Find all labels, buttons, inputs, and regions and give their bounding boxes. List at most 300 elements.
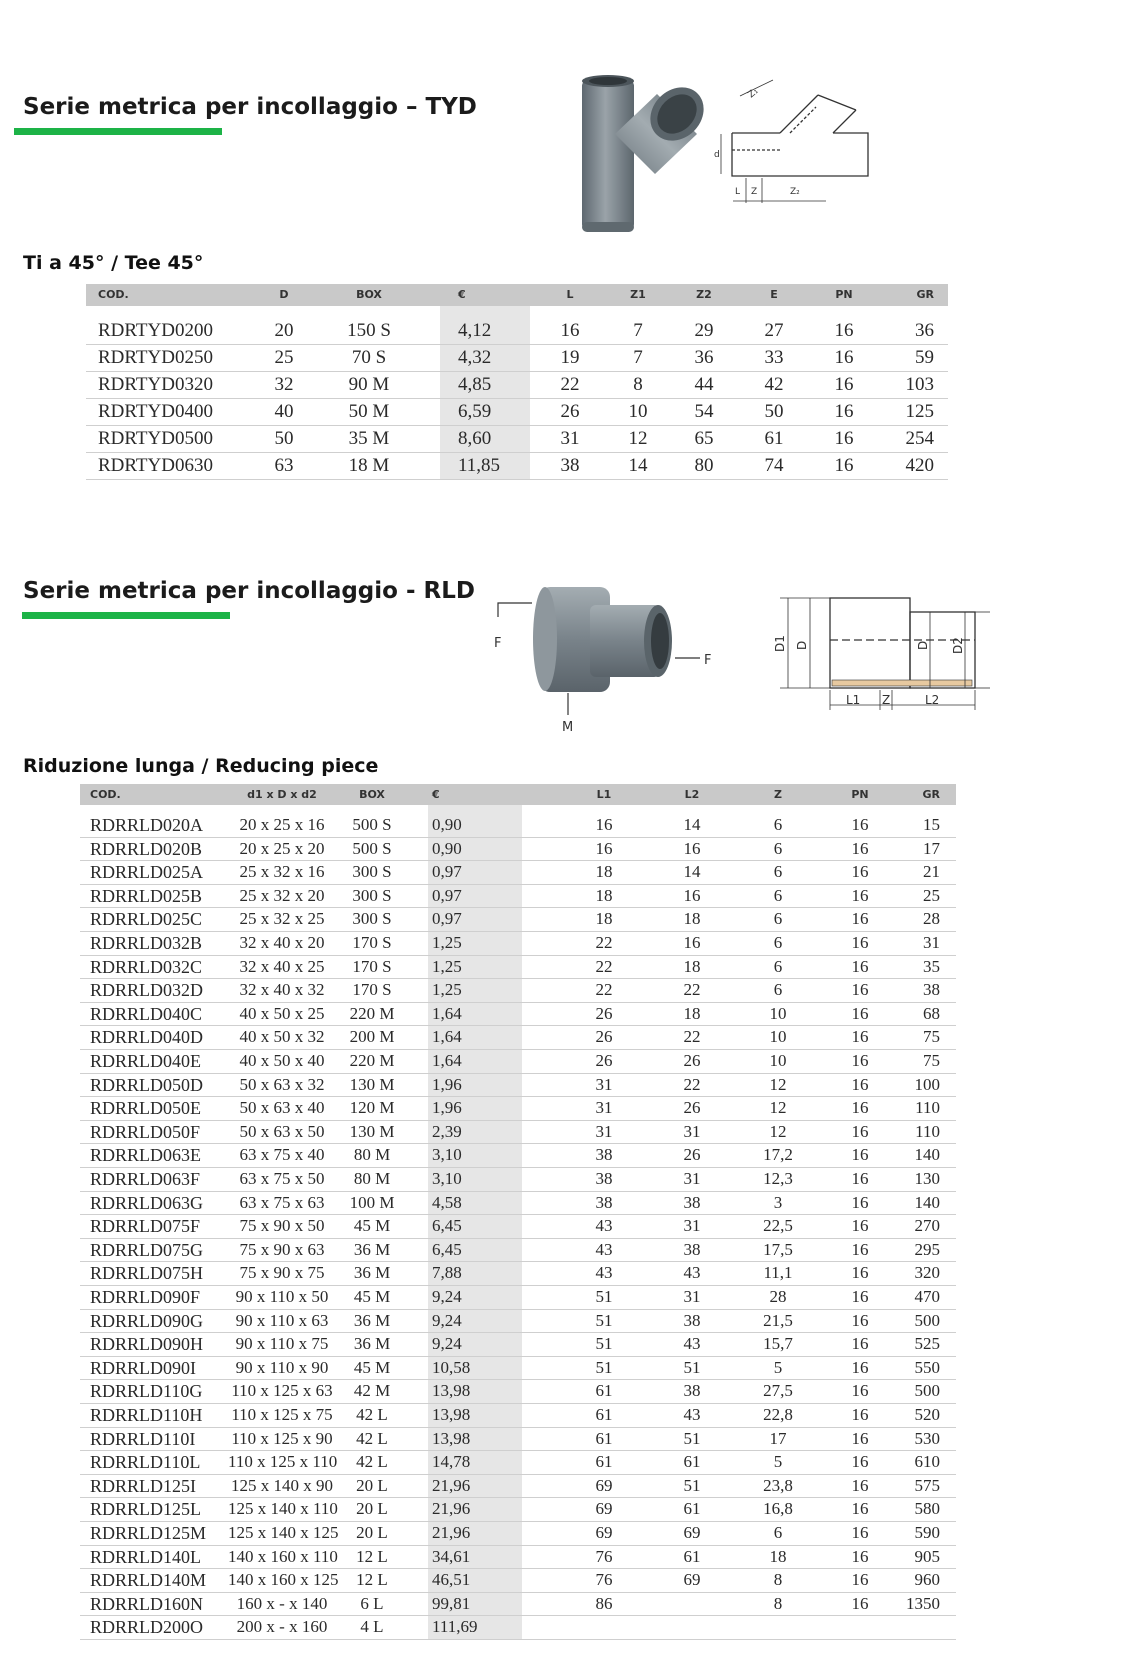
reducer-diagram-d2-label: D2 [951,637,965,654]
table-cell: 100 [914,1074,940,1094]
table-cell: 35 [923,956,940,976]
table-cell: 500 [914,1381,940,1401]
table-cell: 40 [274,401,294,422]
table-cell: 16 [851,909,869,929]
table-cell: 59 [915,347,934,368]
table-cell: 1,64 [432,1003,462,1023]
table-cell: 110 x 125 x 75 [231,1405,333,1424]
table-cell: 16 [851,933,869,952]
table-cell: 54 [694,401,714,422]
table-cell: 18 [595,909,613,929]
table-cell: RDRRLD032D [90,980,204,1001]
table-cell: 530 [914,1428,940,1448]
table-cell: 0,97 [432,909,462,929]
table-cell: RDRTYD0500 [98,428,213,449]
table-cell: 80 M [353,1169,391,1188]
table-cell: 170 S [352,956,392,976]
reducer-table [80,784,956,1642]
table-cell: 51 [595,1357,613,1377]
table-cell: 31 [595,1121,613,1141]
section2-subtitle: Riduzione lunga / Reducing piece [23,755,379,777]
section1-title-underline [14,128,222,135]
table-cell: 4,32 [458,347,492,368]
table-cell: 12 [769,1098,787,1118]
table-cell: 18 [683,1003,701,1023]
table-cell: 68 [923,1003,940,1023]
table-cell: 100 M [349,1192,395,1212]
table-cell: RDRRLD075H [90,1263,204,1284]
table-cell: 31 [560,428,580,449]
table-cell: 22 [683,980,701,1000]
table-cell: 580 [914,1499,940,1519]
table-cell: 20 x 25 x 16 [239,815,325,834]
table-cell: 38 [683,1381,701,1401]
table-cell: RDRRLD110H [90,1405,203,1425]
table-cell: 5 [773,1452,783,1472]
table-row [86,453,948,480]
table-cell: 13,98 [432,1428,471,1448]
table-cell: 38 [595,1169,613,1188]
table-cell: 31 [595,1074,613,1094]
table-cell: 45 M [353,1287,391,1306]
table-cell: 28 [923,909,940,929]
table-cell: 520 [914,1405,940,1424]
table-cell: 6 [773,862,783,882]
reducer-diagram-d-left-label: D [795,640,809,650]
table-cell: 11,1 [763,1263,793,1283]
table-cell: 86 [595,1593,613,1613]
table-cell: 16 [851,1499,869,1519]
table-cell: 90 x 110 x 75 [235,1334,329,1354]
table-cell: 905 [914,1546,940,1566]
table-row [80,1121,956,1145]
table-cell: 13,98 [432,1381,471,1401]
table-cell: 9,24 [432,1334,462,1354]
table-cell: 42 [764,374,784,395]
table-cell: 270 [914,1216,940,1236]
table-cell: 25 [923,885,940,905]
table-cell: 19 [560,347,580,368]
table-row [80,838,956,862]
table-cell: 110 x 125 x 90 [231,1428,333,1448]
table-row [80,1380,956,1404]
table-row [80,1475,956,1499]
reducer-diagram-z-label: Z [882,693,891,707]
table-cell: 42 L [356,1428,388,1448]
table-cell: 40 x 50 x 25 [239,1003,325,1023]
column-header: COD. [90,788,121,801]
table-row [80,1522,956,1546]
table-cell: 74 [764,455,784,476]
table-cell: 10 [769,1027,787,1047]
table-cell: 525 [914,1334,940,1354]
table-cell: 51 [683,1357,701,1377]
table-cell: 61 [683,1546,701,1566]
table-cell: 16 [851,815,869,834]
table-cell: 1,96 [432,1098,462,1118]
table-cell: 8 [773,1593,783,1613]
table-cell: 0,97 [432,885,462,905]
table-cell: RDRRLD110I [90,1428,196,1449]
table-cell: 65 [694,428,714,449]
table-cell: 46,51 [432,1570,471,1590]
table-row [80,1616,956,1640]
table-cell: 160 x - x 140 [236,1593,328,1613]
table-cell: 16 [851,980,869,1000]
column-header: COD. [98,288,129,301]
tee-diagram-d-label: d [714,150,720,160]
table-cell: 120 M [349,1098,395,1118]
table-cell: 27 [764,320,784,341]
table-cell: 4 L [360,1617,384,1637]
table-cell: 610 [914,1452,940,1472]
reducer-photo-m-label: M [562,720,574,735]
table-cell: 22,8 [763,1405,793,1424]
table-cell: 25 [274,347,294,368]
table-cell: 254 [905,428,934,449]
table-cell: 5 [773,1357,783,1377]
table-cell: 1350 [906,1593,940,1613]
table-cell: 200 M [349,1027,395,1047]
table-cell: 61 [764,428,784,449]
table-cell: 69 [683,1570,701,1590]
table-cell: 36 M [353,1334,391,1354]
table-cell: RDRRLD200O [90,1617,204,1638]
table-cell: 36 [915,320,934,341]
table-cell: 110 [915,1121,940,1141]
table-cell: 111,69 [432,1617,478,1637]
table-row [86,318,948,345]
table-cell: 16 [595,815,613,834]
table-cell: 18 [683,956,701,976]
table-cell: 150 S [347,320,391,341]
table-row [80,814,956,838]
column-header: d1 x D x d2 [247,788,317,801]
table-cell: 16 [851,1145,869,1165]
table-cell: RDRTYD0400 [98,401,213,422]
table-cell: 22 [595,980,613,1000]
table-cell: 29 [694,320,714,341]
table-cell: 16 [851,1287,869,1306]
table-cell: 17 [769,1428,787,1448]
table-cell: 6,45 [432,1216,462,1236]
table-cell: RDRRLD075G [90,1239,204,1260]
table-cell: 8,60 [458,428,492,449]
table-cell: 44 [694,374,714,395]
table-cell: 16 [683,838,701,858]
table-cell: 22 [595,933,613,952]
table-cell: 22 [683,1027,701,1047]
column-header: D [279,288,289,301]
table-cell: 34,61 [432,1546,471,1566]
table-cell: 75 [923,1051,940,1070]
column-header: PN [835,288,853,301]
table-cell: 110 [915,1098,940,1118]
table-cell: 12 L [356,1570,388,1590]
table-cell: 16 [851,1570,869,1590]
table-cell: RDRRLD125L [90,1499,202,1520]
table-cell: 36 M [353,1263,391,1283]
table-cell: 50 x 63 x 40 [239,1098,325,1118]
column-header: BOX [356,288,382,301]
table-header [86,284,948,306]
table-cell: 7 [633,347,643,368]
table-cell: 61 [595,1428,613,1448]
table-cell: 103 [905,374,934,395]
table-row [86,399,948,426]
table-cell: 26 [683,1051,701,1070]
table-cell: 22 [595,956,613,976]
table-cell: 32 x 40 x 32 [239,980,325,1000]
table-cell: 63 x 75 x 40 [239,1145,325,1165]
table-cell: 31 [683,1287,701,1306]
table-cell: 6 [773,933,783,952]
table-cell: 1,25 [432,980,462,1000]
reducer-diagram-l1-label: L1 [846,693,861,707]
table-cell: 18 [595,885,613,905]
table-cell: 6 [773,1523,783,1542]
table-cell: 10 [769,1003,787,1023]
table-cell: 6 L [360,1593,384,1613]
table-cell: 90 x 110 x 90 [235,1357,329,1377]
table-cell: 90 x 110 x 50 [235,1287,329,1306]
table-cell: 40 x 50 x 32 [239,1027,325,1047]
table-cell: 110 x 125 x 110 [228,1452,338,1472]
column-header: L1 [596,788,612,801]
table-cell: RDRRLD110G [90,1381,203,1402]
tee-45-table [86,284,948,484]
table-cell: 16 [851,1357,869,1377]
table-cell: RDRRLD063F [90,1169,201,1189]
table-cell: RDRRLD050E [90,1098,202,1119]
table-cell: 16 [851,1051,869,1070]
table-cell: 32 [274,374,294,395]
table-cell: 590 [914,1523,940,1542]
tee-diagram-l-label: L [735,187,741,197]
table-cell: 16 [851,1405,869,1424]
table-row [80,1026,956,1050]
column-header: Z1 [630,288,646,301]
table-cell: 140 x 160 x 125 [228,1570,339,1590]
table-cell: 12,3 [763,1169,793,1188]
table-cell: 21,5 [763,1310,793,1330]
table-row [80,1428,956,1452]
table-row [80,1310,956,1334]
table-cell: 70 S [351,347,387,368]
table-cell: 25 x 32 x 20 [239,885,325,905]
table-cell: 20 [274,320,294,341]
table-cell: 75 [923,1027,940,1047]
table-cell: 16 [851,1074,869,1094]
table-cell: 38 [683,1310,701,1330]
table-cell: 500 S [352,815,392,834]
table-cell: 16 [834,320,854,341]
section2-title: Serie metrica per incollaggio - RLD [23,578,475,604]
table-cell: RDRRLD125M [90,1523,207,1543]
table-cell: 12 L [356,1546,388,1566]
table-cell: 3 [773,1192,783,1212]
table-cell: RDRRLD110L [90,1452,201,1473]
table-cell: 6 [773,909,783,929]
table-cell: 16 [851,1523,869,1542]
table-cell: 960 [914,1570,940,1590]
table-cell: 470 [914,1287,940,1306]
table-cell: 16 [834,455,854,476]
table-row [80,1097,956,1121]
table-row [80,908,956,932]
table-cell: RDRTYD0630 [98,455,213,476]
table-cell: 16 [851,1216,869,1236]
table-row [80,1215,956,1239]
table-cell: 9,24 [432,1310,462,1330]
table-cell: 69 [683,1523,701,1542]
table-cell: 12 [628,428,648,449]
table-cell: 16 [851,1334,869,1354]
table-cell: 61 [683,1499,701,1519]
table-cell: 21,96 [432,1475,471,1495]
table-cell: 125 x 140 x 110 [228,1499,338,1519]
table-cell: 550 [914,1357,940,1377]
table-cell: 125 x 140 x 125 [228,1523,339,1542]
table-cell: 140 [914,1145,940,1165]
table-cell: 18 [595,862,613,882]
table-cell: RDRRLD063G [90,1192,204,1213]
table-cell: 4,58 [432,1192,462,1212]
table-cell: RDRRLD090H [90,1334,204,1355]
table-cell: 7 [633,320,643,341]
table-cell: 14 [628,455,648,476]
table-cell: 21,96 [432,1499,471,1519]
table-cell: 16 [560,320,580,341]
table-cell: 99,81 [432,1593,471,1613]
table-cell: RDRRLD140M [90,1570,207,1591]
table-cell: 45 M [353,1357,391,1377]
table-cell: 36 M [353,1310,391,1330]
table-cell: 17,2 [763,1145,793,1165]
tee-diagram-z1-label: Z₁ [746,86,761,101]
section2-title-underline [22,612,230,619]
table-cell: 22 [683,1074,701,1094]
table-cell: 26 [560,401,580,422]
reducer-diagram-l2-label: L2 [925,693,940,707]
reducer-diagram [770,590,1000,720]
column-header: PN [851,788,869,801]
table-cell: 0,90 [432,815,462,834]
table-cell: 140 [914,1192,940,1212]
reducer-diagram-d-right-label: D [916,640,930,650]
table-cell: RDRTYD0320 [98,374,213,395]
table-cell: 69 [595,1523,613,1542]
table-cell: 8 [633,374,643,395]
table-cell: 69 [595,1475,613,1495]
table-cell: 76 [595,1546,613,1566]
table-cell: 16 [851,1593,869,1613]
table-cell: RDRRLD063E [90,1145,202,1166]
table-cell: 16 [851,1310,869,1330]
table-cell: 42 M [353,1381,391,1401]
reducer-photo-f-left-label: F [494,636,502,651]
table-cell: 6,59 [458,401,492,422]
table-cell: 16,8 [763,1499,793,1519]
table-cell: 16 [851,956,869,976]
table-cell: 27,5 [763,1381,793,1401]
table-row [80,1286,956,1310]
table-cell: 6 [773,885,783,905]
table-row [80,979,956,1003]
table-cell: 40 x 50 x 40 [239,1051,325,1070]
table-cell: 32 x 40 x 20 [239,933,325,952]
table-cell: 16 [851,885,869,905]
table-cell: 61 [595,1381,613,1401]
table-cell: 16 [851,1027,869,1047]
table-cell: 16 [851,1428,869,1448]
column-header: GR [922,788,940,801]
table-row [80,1239,956,1263]
table-cell: RDRRLD040E [90,1051,202,1071]
table-cell: 75 x 90 x 63 [239,1239,325,1259]
table-cell: 51 [595,1334,613,1354]
table-cell: 1,96 [432,1074,462,1094]
section1-title: Serie metrica per incollaggio – TYD [23,94,477,120]
table-cell: 61 [683,1452,701,1472]
table-cell: 28 [769,1287,787,1306]
table-cell: 51 [595,1287,613,1306]
table-cell: 16 [851,1546,869,1566]
table-cell: 25 x 32 x 25 [239,909,325,929]
table-cell: 18 M [348,455,390,476]
table-cell: 220 M [349,1003,395,1023]
table-cell: 0,97 [432,862,462,882]
table-cell: 16 [595,838,613,858]
table-cell: 16 [851,1239,869,1259]
table-cell: RDRRLD140L [90,1546,202,1567]
table-cell: RDRTYD0200 [98,320,213,341]
table-cell: RDRRLD032C [90,956,203,977]
table-cell: 31 [683,1169,701,1188]
column-header: € [432,788,440,801]
table-cell: 300 S [352,862,392,882]
table-cell: 51 [683,1428,701,1448]
table-cell: 31 [923,933,940,952]
table-cell: 6 [773,956,783,976]
section1-subtitle: Ti a 45° / Tee 45° [23,252,204,274]
table-cell: 2,39 [432,1121,462,1141]
table-cell: 7,88 [432,1263,462,1283]
table-cell: 25 x 32 x 16 [239,862,325,882]
table-cell: 21 [923,862,940,882]
column-header: BOX [359,788,385,801]
table-cell: 16 [834,374,854,395]
table-header [80,784,956,805]
table-cell: 26 [683,1098,701,1118]
table-cell: 10 [628,401,648,422]
table-cell: 10,58 [432,1357,471,1377]
table-cell: 63 x 75 x 50 [239,1169,325,1188]
reducer-photo-f-right-label: F [704,653,712,668]
table-cell: RDRRLD020B [90,838,203,859]
table-cell: 32 x 40 x 25 [239,956,325,976]
column-header: L2 [684,788,700,801]
table-cell: 42 L [356,1405,388,1424]
table-cell: 90 M [348,374,390,395]
table-cell: 14,78 [432,1452,471,1472]
table-cell: 90 x 110 x 63 [235,1310,329,1330]
table-cell: RDRRLD032B [90,933,203,953]
table-cell: 9,24 [432,1287,462,1306]
table-cell: 16 [851,1003,869,1023]
table-cell: 295 [914,1239,940,1259]
tee-45-photo [575,72,710,237]
